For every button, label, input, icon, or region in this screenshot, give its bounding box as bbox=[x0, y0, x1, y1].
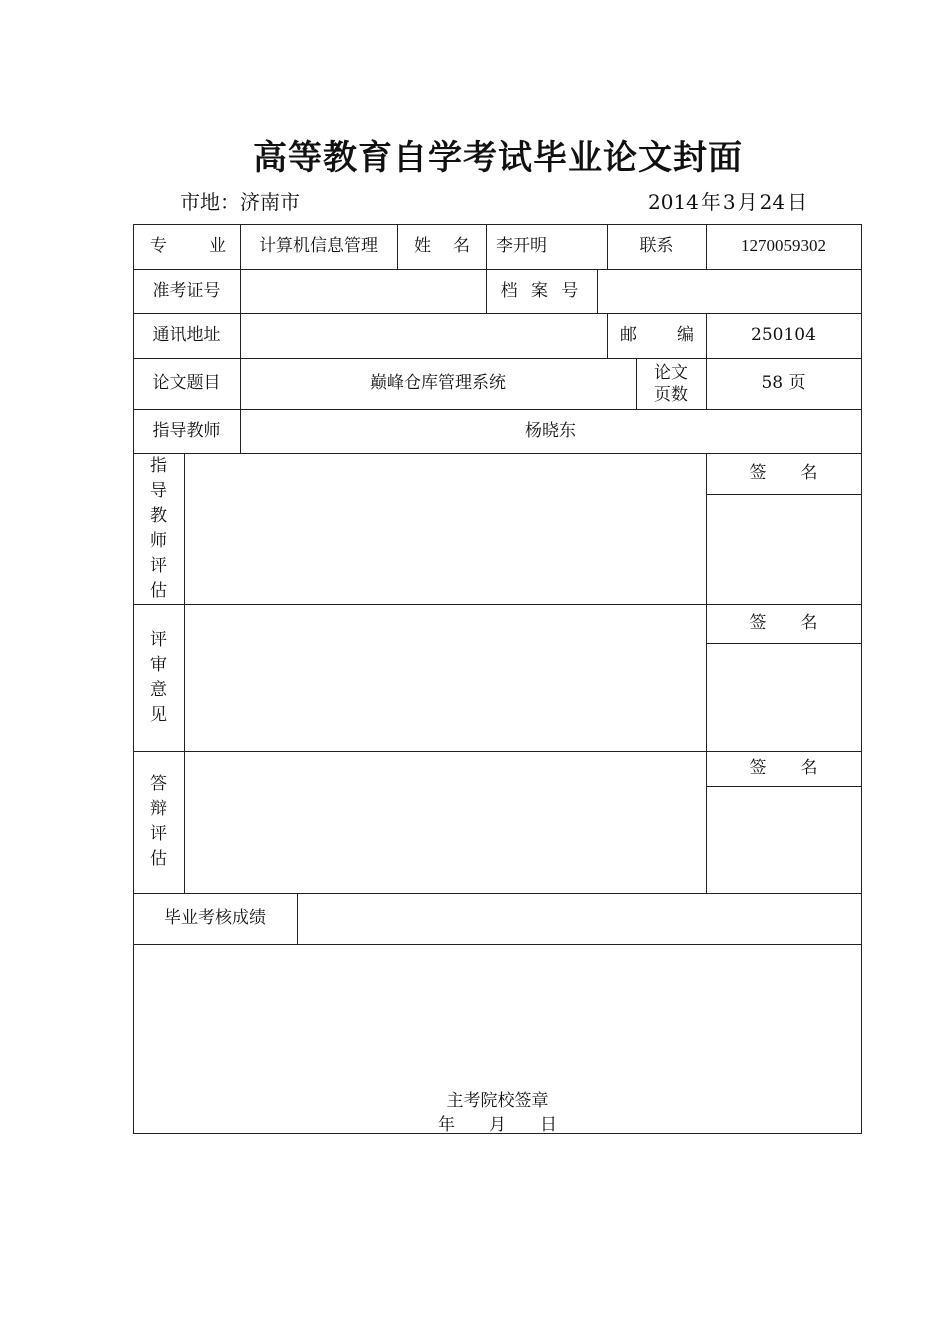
review-sign-field[interactable] bbox=[706, 643, 861, 751]
exam-id-label: 准考证号 bbox=[152, 280, 221, 301]
exam-id-field[interactable] bbox=[240, 269, 486, 313]
review-sign-label: 签 名 bbox=[749, 613, 818, 634]
advisor-label: 指导教师 bbox=[152, 420, 221, 441]
date-year: 2014 bbox=[648, 190, 699, 214]
grade-label: 毕业考核成绩 bbox=[164, 908, 266, 929]
advisor-sign-label: 签 名 bbox=[749, 463, 818, 484]
review-opinion-label: 评 审 意 见 bbox=[150, 629, 167, 725]
major-label: 专 业 bbox=[150, 236, 226, 257]
col-divider bbox=[607, 313, 608, 358]
defense-evaluation-label: 答 辩 评 估 bbox=[150, 774, 167, 869]
pages-label bbox=[636, 358, 706, 409]
city-line bbox=[180, 186, 300, 215]
date-day-unit: 日 bbox=[787, 190, 808, 214]
thesis-title-label: 论文题目 bbox=[152, 373, 221, 394]
date-month: 3 bbox=[722, 190, 736, 214]
defense-sign-field[interactable] bbox=[706, 786, 861, 893]
page-title: 高等教育自学考试毕业论文封面 bbox=[253, 138, 743, 178]
major-value: 计算机信息管理 bbox=[259, 236, 378, 257]
date-year-unit: 年 bbox=[700, 190, 721, 214]
advisor-value: 杨晓东 bbox=[525, 420, 576, 441]
school-stamp-label: 主考院校签章 bbox=[446, 1091, 549, 1111]
postcode-value: 250104 bbox=[751, 325, 816, 346]
name-value: 李开明 bbox=[496, 236, 547, 257]
city-label: 市地： bbox=[180, 190, 240, 214]
grade-field[interactable] bbox=[297, 893, 861, 944]
review-opinion-field[interactable] bbox=[184, 604, 706, 751]
pages-label-line1: 论文 bbox=[654, 362, 688, 383]
date-line bbox=[648, 186, 809, 215]
address-field[interactable] bbox=[240, 313, 607, 358]
contact-value: 1270059302 bbox=[741, 236, 826, 256]
advisor-sign-field[interactable] bbox=[706, 494, 861, 604]
advisor-evaluation-label: 指 导 教 师 评 估 bbox=[150, 455, 167, 601]
file-no-label: 档 案 号 bbox=[500, 280, 583, 301]
defense-sign-label: 签 名 bbox=[749, 758, 818, 779]
postcode-label: 邮 编 bbox=[620, 325, 694, 346]
thesis-title-value: 巅峰仓库管理系统 bbox=[370, 373, 506, 394]
date-month-unit: 月 bbox=[737, 190, 758, 214]
contact-label: 联系 bbox=[639, 236, 674, 257]
city-value: 济南市 bbox=[240, 190, 300, 214]
defense-evaluation-field[interactable] bbox=[184, 751, 706, 893]
date-day: 24 bbox=[759, 190, 786, 214]
school-stamp-date: 年 月 日 bbox=[438, 1115, 557, 1135]
pages-label-line2: 页数 bbox=[654, 384, 688, 405]
address-label: 通讯地址 bbox=[152, 325, 221, 346]
name-label: 姓 名 bbox=[414, 236, 470, 257]
advisor-evaluation-field[interactable] bbox=[184, 453, 706, 604]
col-divider bbox=[397, 224, 398, 269]
pages-value: 58 页 bbox=[761, 373, 806, 394]
file-no-field[interactable] bbox=[597, 269, 861, 313]
